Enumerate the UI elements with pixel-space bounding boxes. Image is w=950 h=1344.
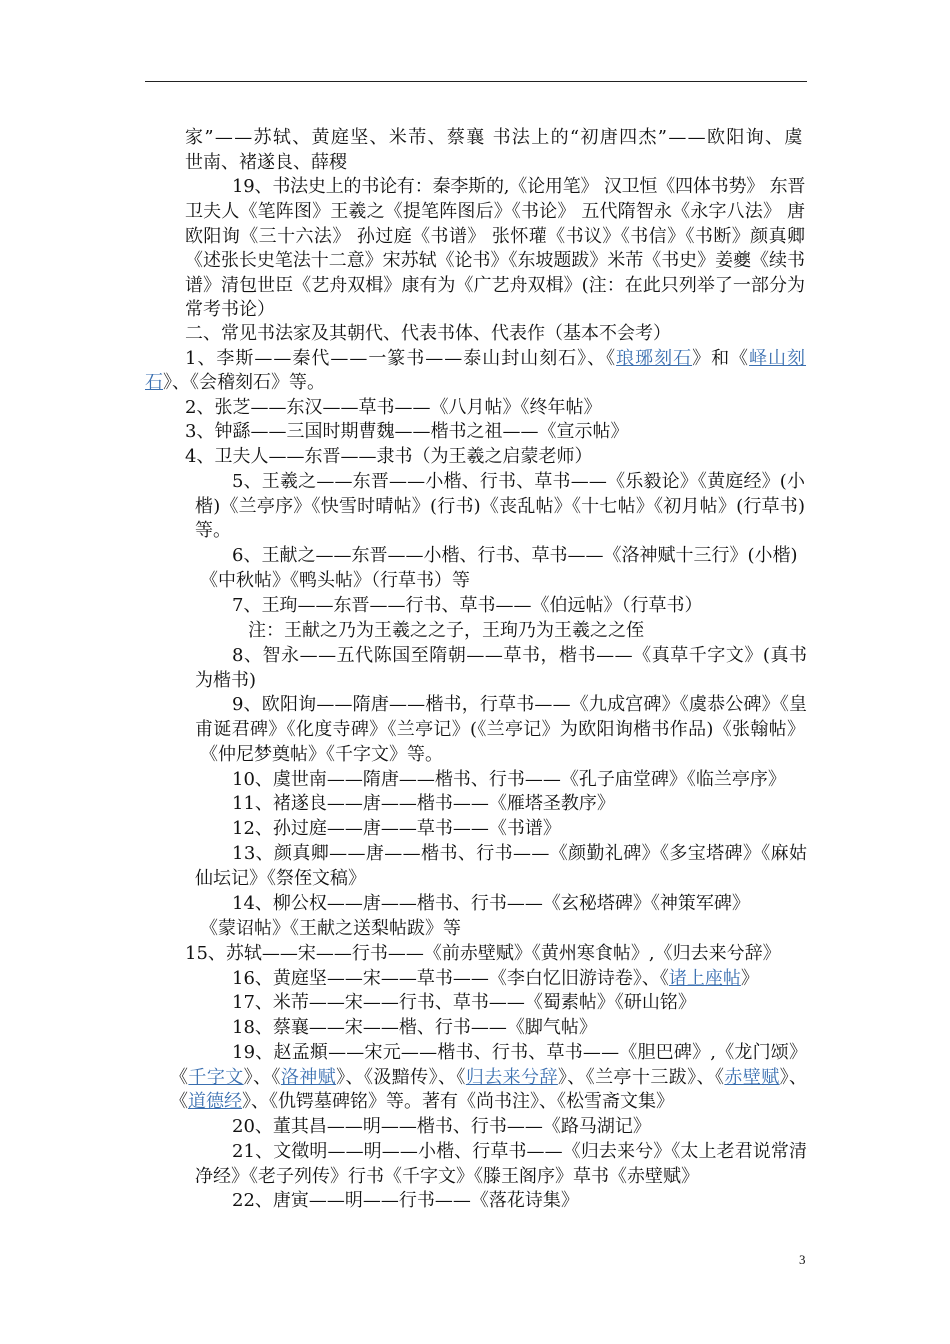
text-segment: 1、李斯——秦代——一篆书——泰山封山刻石》、《	[185, 348, 617, 369]
text-line	[232, 595, 702, 617]
text-segment: 楷)《兰亭序》《快雪时晴帖》(行书)《丧乱帖》《十七帖》《初月帖》(行草书)	[195, 496, 806, 517]
hyperlink[interactable]: 道德经	[188, 1091, 242, 1112]
text-line	[185, 201, 805, 223]
text-line	[195, 1166, 699, 1188]
text-line	[145, 372, 325, 394]
text-line	[232, 1190, 579, 1212]
text-line	[185, 421, 628, 443]
text-segment: 3、钟繇——三国时期曹魏——楷书之祖——《宣示帖》	[185, 421, 629, 442]
text-segment: 》、	[779, 1067, 808, 1088]
text-line	[232, 1042, 807, 1064]
text-segment: 10、虞世南——隋唐——楷书、行书——《孔子庙堂碑》《临兰亭序》	[232, 769, 786, 790]
text-segment: 2、张芝——东汉——草书——《八月帖》《终年帖》	[185, 397, 602, 418]
hyperlink[interactable]: 千字文	[188, 1067, 244, 1088]
text-segment: 》、《仇锷墓碑铭》等。著有《尚书注》、《松雪斋文集》	[242, 1091, 674, 1112]
text-segment: 13、颜真卿——唐——楷书、行书——《颜勤礼碑》《多宝塔碑》《麻姑	[232, 843, 808, 864]
text-line	[185, 446, 592, 468]
header-rule	[145, 81, 807, 82]
text-segment: 《中秋帖》《鸭头帖》（行草书）等	[200, 570, 470, 591]
text-line	[185, 250, 805, 272]
text-line	[170, 1067, 807, 1089]
hyperlink[interactable]: 石	[145, 372, 163, 393]
text-line	[195, 868, 366, 890]
text-segment: 《蒙诏帖》《王献之送梨帖跋》等	[200, 918, 461, 939]
text-line	[200, 918, 461, 940]
text-segment: 欧阳询《三十六法》 孙过庭《书谱》 张怀瓘《书议》《书信》《书断》颜真卿	[185, 226, 806, 247]
text-line	[185, 127, 804, 149]
text-segment: 22、唐寅——明——行书——《落花诗集》	[232, 1190, 579, 1211]
text-segment: 5、王羲之——东晋——小楷、行书、草书——《乐毅论》《黄庭经》(小	[232, 471, 806, 492]
text-segment: 《仲尼梦奠帖》《千字文》等。	[200, 744, 443, 765]
text-line	[195, 670, 256, 692]
hyperlink[interactable]: 诸上座帖	[668, 968, 741, 989]
text-segment: 6、王献之——东晋——小楷、行书、草书——《洛神赋十三行》(小楷)	[232, 545, 798, 566]
text-segment: 注：王献之乃为王羲之之子，王珣乃为王羲之之侄	[248, 620, 644, 641]
text-segment: 20、董其昌——明——楷书、行书——《路马湖记》	[232, 1116, 651, 1137]
text-line	[232, 176, 805, 198]
text-line	[200, 744, 443, 766]
text-line	[232, 1116, 651, 1138]
hyperlink[interactable]: 赤壁赋	[724, 1067, 780, 1088]
text-line	[232, 843, 807, 865]
text-segment: 19、赵孟頫——宋元——楷书、行书、草书——《胆巴碑》,《龙门颂》	[232, 1042, 808, 1063]
text-segment: 17、米芾——宋——行书、草书——《蜀素帖》《研山铭》	[232, 992, 696, 1013]
text-segment: 》、《汲黯传》、《	[336, 1067, 466, 1088]
text-segment: 15、苏轼——宋——行书——《前赤壁赋》《黄州寒食帖》,《归去来兮辞》	[185, 943, 781, 964]
text-line	[232, 793, 615, 815]
text-segment: 为楷书)	[195, 670, 257, 691]
text-segment: 》、《会稽刻石》等。	[163, 372, 325, 393]
text-segment: 9、欧阳询——隋唐——楷书，行草书——《九成宫碑》《虞恭公碑》《皇	[232, 694, 808, 715]
text-segment: 》、《	[243, 1067, 281, 1088]
text-line	[232, 818, 561, 840]
text-line	[185, 943, 781, 965]
text-segment: 12、孙过庭——唐——草书——《书谱》	[232, 818, 561, 839]
text-line	[232, 471, 805, 493]
text-line	[185, 152, 347, 174]
text-segment: 7、王珣——东晋——行书、草书——《伯远帖》（行草书）	[232, 595, 703, 616]
text-line	[185, 299, 275, 321]
text-line	[185, 226, 805, 248]
text-line	[248, 620, 644, 642]
text-line	[195, 520, 231, 542]
text-line	[185, 348, 806, 370]
text-segment: 世南、褚遂良、薛稷	[185, 152, 347, 173]
text-line	[232, 694, 807, 716]
text-line	[232, 545, 798, 567]
text-segment: 16、黄庭坚——宋——草书——《李白忆旧游诗卷》、《	[232, 968, 669, 989]
text-segment: 仙坛记》《祭侄文稿》	[195, 868, 366, 889]
text-segment: 》	[740, 968, 759, 989]
text-line	[232, 645, 808, 667]
text-line	[232, 968, 759, 990]
text-segment: 18、蔡襄——宋——楷、行书——《脚气帖》	[232, 1017, 597, 1038]
text-segment: 《	[170, 1067, 189, 1088]
text-segment: 》、《兰亭十三跋》、《	[557, 1067, 725, 1088]
text-segment: 谱》清包世臣《艺舟双楫》康有为《广艺舟双楫》(注：在此只列举了一部分为	[185, 275, 806, 296]
text-segment: 常考书论）	[185, 299, 275, 320]
text-segment: 》和《	[692, 348, 750, 369]
text-segment: 甫诞君碑》《化度寺碑》《兰亭记》(《兰亭记》为欧阳询楷书作品)《张翰帖》	[195, 719, 806, 740]
text-segment: 8、智永——五代陈国至隋朝——草书，楷书——《真草千字文》(真书	[232, 645, 808, 666]
text-line	[185, 323, 671, 345]
text-line	[170, 1091, 674, 1113]
text-line	[185, 397, 601, 419]
text-segment: 卫夫人《笔阵图》王羲之《提笔阵图后》《书论》 五代隋智永《永字八法》 唐	[185, 201, 806, 222]
hyperlink[interactable]: 归去来兮辞	[465, 1067, 558, 1088]
text-line	[232, 992, 696, 1014]
text-segment: 4、卫夫人——东晋——隶书（为王羲之启蒙老师）	[185, 446, 593, 467]
text-segment: 净经》《老子列传》行书《千字文》《滕王阁序》草书《赤壁赋》	[195, 1166, 699, 1187]
text-line	[232, 1017, 597, 1039]
hyperlink[interactable]: 琅琊刻石	[616, 348, 693, 369]
text-segment: 19、书法史上的书论有：秦李斯的,《论用笔》 汉卫恒《四体书势》 东晋	[232, 176, 806, 197]
hyperlink[interactable]: 峄山刻	[749, 348, 807, 369]
text-segment: 14、柳公权——唐——楷书、行书——《玄秘塔碑》《神策军碑》	[232, 893, 750, 914]
text-line	[232, 769, 786, 791]
text-segment: 二、常见书法家及其朝代、代表书体、代表作（基本不会考）	[185, 323, 671, 344]
text-line	[232, 893, 750, 915]
page-number: 3	[799, 1252, 806, 1267]
text-line	[185, 275, 805, 297]
text-segment: 21、文徵明——明——小楷、行草书——《归去来兮》《太上老君说常清	[232, 1141, 808, 1162]
text-line	[195, 496, 805, 518]
text-line	[195, 719, 805, 741]
text-segment: 11、褚遂良——唐——楷书——《雁塔圣教序》	[232, 793, 615, 814]
text-line	[232, 1141, 807, 1163]
text-segment: 等。	[195, 520, 231, 541]
hyperlink[interactable]: 洛神赋	[280, 1067, 337, 1088]
text-segment: 《述张长史笔法十二意》宋苏轼《论书》《东坡题跋》米芾《书史》姜夔《续书	[185, 250, 805, 271]
text-line	[200, 570, 470, 592]
text-segment: 《	[170, 1091, 188, 1112]
text-segment: 家”——苏轼、黄庭坚、米芾、蔡襄 书法上的“初唐四杰”——欧阳询、虞	[185, 127, 804, 148]
